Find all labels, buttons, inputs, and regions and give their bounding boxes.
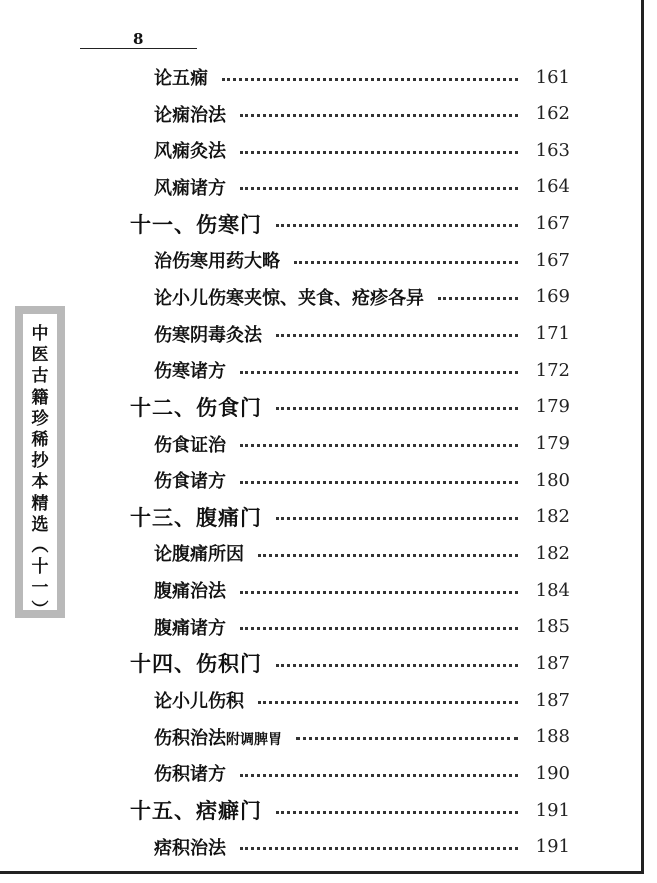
toc-entry-title — [130, 795, 262, 825]
toc-entry-title — [130, 209, 262, 239]
toc-page-number: 188 — [535, 726, 570, 748]
toc-page-number: 185 — [535, 616, 570, 638]
toc-entry-title-text: 腹痛治法 — [154, 581, 226, 603]
toc-leader-dots — [240, 847, 518, 850]
toc-leader-dots — [240, 627, 518, 630]
toc-entry-title — [130, 502, 262, 532]
toc-page-number: 191 — [535, 799, 570, 821]
toc-entry-title-text: 伤积诸方 — [154, 764, 226, 786]
toc-entry[interactable] — [154, 319, 570, 349]
toc-section-entry[interactable] — [130, 392, 570, 422]
toc-entry[interactable] — [154, 685, 570, 715]
toc-leader-dots — [276, 224, 518, 227]
toc-leader-dots — [240, 774, 518, 777]
toc-entry-title-text: 风痫诸方 — [154, 177, 226, 199]
toc-leader-dots — [240, 371, 518, 374]
toc-leader-dots — [258, 554, 518, 557]
toc-leader-dots — [240, 591, 518, 594]
toc-section-entry[interactable] — [130, 648, 570, 678]
toc-page-number: 182 — [535, 506, 570, 528]
toc-entry-title-text: 腹痛诸方 — [154, 617, 226, 639]
toc-entry[interactable] — [154, 575, 570, 605]
toc-page-number: 191 — [535, 836, 570, 858]
side-tab-char: 珍 — [31, 408, 49, 429]
side-tab-char: 一 — [31, 578, 49, 599]
toc-page-number: 161 — [535, 66, 570, 88]
toc-page-number: 187 — [535, 689, 570, 711]
toc-entry[interactable] — [154, 135, 570, 165]
toc-entry-title — [154, 760, 226, 786]
toc-entry-title — [154, 64, 208, 90]
toc-leader-dots — [222, 78, 518, 81]
toc-entry[interactable] — [154, 832, 570, 862]
toc-entry-title-text: 伤食诸方 — [154, 471, 226, 493]
toc-page-number: 169 — [535, 286, 570, 308]
toc-entry[interactable] — [154, 62, 570, 92]
side-tab-char: 选 — [31, 514, 49, 535]
toc-page-number: 179 — [535, 396, 570, 418]
toc-entry-title-text: 伤食证治 — [154, 434, 226, 456]
toc-entry-title — [154, 540, 244, 566]
toc-leader-dots — [276, 811, 518, 814]
toc-entry-title — [130, 648, 262, 678]
toc-leader-dots — [240, 444, 518, 447]
toc-entry-title — [154, 614, 226, 640]
toc-page-number: 180 — [535, 469, 570, 491]
toc-entry[interactable] — [154, 465, 570, 495]
toc-entry-title — [154, 431, 226, 457]
side-tab-char: 抄 — [31, 451, 49, 472]
toc-entry-title-text: 十五、痞癖门 — [130, 799, 262, 823]
toc-entry-title — [154, 174, 226, 200]
toc-entry-note: 附调脾胃 — [226, 731, 282, 748]
side-tab-char: 籍 — [31, 387, 49, 408]
toc-entry-title-text: 论五痫 — [154, 68, 208, 89]
toc-page-number: 163 — [535, 139, 570, 161]
toc-entry-title-text: 治伤寒用药大略 — [154, 251, 280, 273]
toc-page-number: 187 — [535, 652, 570, 674]
toc-leader-dots — [438, 297, 518, 300]
toc-entry-title — [130, 392, 262, 422]
series-side-tab-inner — [23, 314, 57, 620]
toc-entry[interactable] — [154, 429, 570, 459]
toc-leader-dots — [240, 151, 518, 154]
toc-page-number: 172 — [535, 359, 570, 381]
toc-entry[interactable] — [154, 355, 570, 385]
toc-entry-title-text: 论小儿伤积 — [154, 691, 244, 713]
toc-entry-title — [154, 577, 226, 603]
series-side-tab — [15, 306, 65, 618]
toc-leader-dots — [296, 737, 518, 740]
side-tab-char: 医 — [31, 345, 49, 366]
page-number-rule — [80, 48, 197, 49]
toc-section-entry[interactable] — [130, 209, 570, 239]
toc-entry-title-text: 论腹痛所因 — [154, 544, 244, 566]
toc-leader-dots — [276, 664, 518, 667]
toc-page-number: 167 — [535, 213, 570, 235]
toc-leader-dots — [240, 187, 518, 190]
page-number: 8 — [133, 30, 144, 48]
toc-section-entry[interactable] — [130, 795, 570, 825]
toc-entry[interactable] — [154, 99, 570, 129]
side-tab-char: ︵ — [31, 536, 49, 557]
toc-entry-title — [154, 247, 280, 273]
side-tab-char: ︶ — [31, 599, 49, 620]
toc-entry-title-text: 论痫治法 — [154, 104, 226, 126]
toc-entry-title-text: 十四、伤积门 — [130, 652, 262, 677]
toc-entry-title — [154, 687, 244, 713]
toc-page-number: 184 — [535, 579, 570, 601]
side-tab-char: 精 — [31, 493, 49, 514]
toc-leader-dots — [276, 517, 518, 520]
toc-entry[interactable] — [154, 245, 570, 275]
toc-entry-title — [154, 101, 226, 127]
toc-entry-title-text: 痞积治法 — [154, 837, 226, 859]
toc-entry[interactable] — [154, 722, 570, 752]
toc-leader-dots — [294, 261, 518, 264]
side-tab-char: 十 — [31, 557, 49, 578]
toc-entry[interactable] — [154, 538, 570, 568]
toc-page-number: 171 — [535, 323, 570, 345]
toc-entry-title — [154, 284, 424, 310]
toc-entry-title — [154, 137, 226, 163]
toc-entry[interactable] — [154, 282, 570, 312]
toc-entry-title — [154, 834, 226, 860]
side-tab-char: 古 — [31, 366, 49, 387]
toc-leader-dots — [240, 114, 518, 117]
toc-entry-title — [154, 321, 262, 347]
side-tab-char: 稀 — [31, 430, 49, 451]
toc-entry-title-text: 十二、伤食门 — [130, 395, 262, 420]
toc-leader-dots — [258, 701, 518, 704]
toc-leader-dots — [276, 334, 518, 337]
toc-page-number: 164 — [535, 176, 570, 198]
toc-page-number: 182 — [535, 542, 570, 564]
toc-page-number: 190 — [535, 762, 570, 784]
toc-page-number: 179 — [535, 433, 570, 454]
toc-page-number: 162 — [535, 103, 570, 125]
toc-entry[interactable] — [154, 612, 570, 642]
toc-entry-title-text: 伤寒阴毒灸法 — [154, 324, 262, 346]
toc-entry[interactable] — [154, 758, 570, 788]
toc-page-number: 167 — [535, 249, 570, 271]
toc-entry-title — [154, 724, 282, 750]
toc-entry-title-text: 伤寒诸方 — [154, 361, 226, 383]
toc-entry[interactable] — [154, 172, 570, 202]
toc-entry-title-text: 十三、腹痛门 — [130, 505, 262, 530]
side-tab-char: 本 — [31, 472, 49, 493]
toc-entry-title-text: 十一、伤寒门 — [130, 212, 262, 237]
toc-entry-title-text: 伤积治法 — [154, 727, 226, 749]
toc-entry-title-text: 风痫灸法 — [154, 141, 226, 163]
toc-section-entry[interactable] — [130, 502, 570, 532]
toc-entry-title — [154, 467, 226, 493]
toc-leader-dots — [276, 407, 518, 410]
toc-entry-title-text: 论小儿伤寒夹惊、夹食、疮疹各异 — [154, 287, 424, 309]
side-tab-char: 中 — [31, 324, 49, 344]
toc-leader-dots — [240, 481, 518, 484]
toc-entry-title — [154, 357, 226, 383]
